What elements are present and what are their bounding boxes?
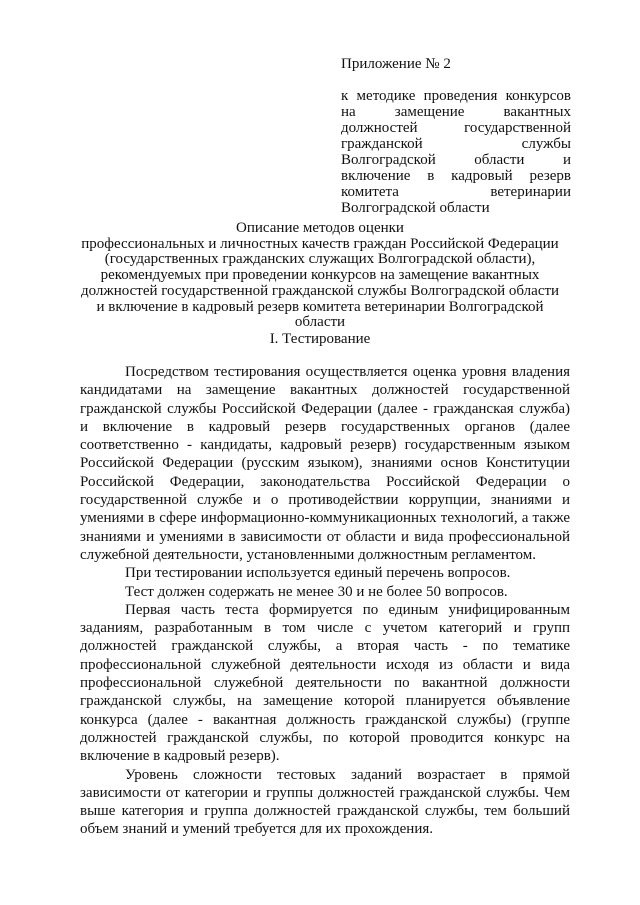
appendix-line: Волгоградской области и — [341, 152, 571, 168]
title-line: должностей государственной гражданской службы Волгоградской области — [80, 282, 560, 299]
paragraph: Посредством тестирования осуществляется оценка уровня владения кандидатами на замещение вакантных должностей государственной гражданской службы Российской Федерации (далее - гражданская служба) и включение в кадровый резерв государственных органов (далее соответственно - кандидаты, кадровый резерв) государственным языком Российской Федерации (русским языком), знаниями основ Конституции Российской Федерации, законодательства Российской Федерации о государственной службе и о противодействии коррупции, знаниями и умениями в сфере информационно-коммуникационных технологий, а также знаниями и умениями в зависимости от области и вида профессиональной служебной деятельности, установленными должностным регламентом. — [80, 364, 570, 563]
title-line: Описание методов оценки — [236, 220, 404, 236]
document-title — [70, 221, 570, 331]
body-text — [80, 363, 570, 839]
appendix-line: включение в кадровый резерв — [341, 168, 571, 184]
paragraph: При тестировании используется единый перечень вопросов. — [125, 565, 511, 582]
appendix-line: гражданской службы — [341, 136, 571, 152]
paragraph: Первая часть теста формируется по единым унифицированным заданиям, разработанным в том числе с учетом категорий и групп должностей гражданской службы, а вторая часть - по тематике профессиональной служебной деятельности исходя из области и вида профессиональной служебной деятельности по вакантной должности гражданской службы, на замещение которой планируется объявление конкурса (далее - вакантная должность гражданской службы) (группе должностей гражданской службы, по которой проводится конкурс на включение в кадровый резерв). — [80, 601, 570, 765]
appendix-block — [341, 56, 571, 216]
title-line: профессиональных и личностных качеств граждан Российской Федерации — [81, 235, 559, 252]
appendix-line: Волгоградской области — [341, 200, 490, 216]
appendix-line: на замещение вакантных — [341, 104, 571, 120]
paragraph: Тест должен содержать не менее 30 и не более 50 вопросов. — [125, 583, 508, 600]
title-line: рекомендуемых при проведении конкурсов на замещение вакантных — [100, 267, 540, 284]
appendix-line: должностей государственной — [341, 120, 571, 136]
paragraph: Уровень сложности тестовых заданий возрастает в прямой зависимости от категории и группы должностей гражданской службы. Чем выше категория и группа должностей гражданской службы, тем больший объем знаний и умений требуется для их прохождения. — [80, 766, 570, 838]
title-line: области — [294, 314, 346, 331]
appendix-line: к методике проведения конкурсов — [341, 88, 571, 104]
section-heading: I. Тестирование — [269, 331, 371, 347]
appendix-title: Приложение № 2 — [341, 56, 451, 72]
appendix-line: комитета ветеринарии — [341, 184, 571, 200]
title-line: (государственных гражданских служащих Волгоградской области), — [104, 251, 536, 268]
title-line: и включение в кадровый резерв комитета ветеринарии Волгоградской — [96, 298, 544, 315]
